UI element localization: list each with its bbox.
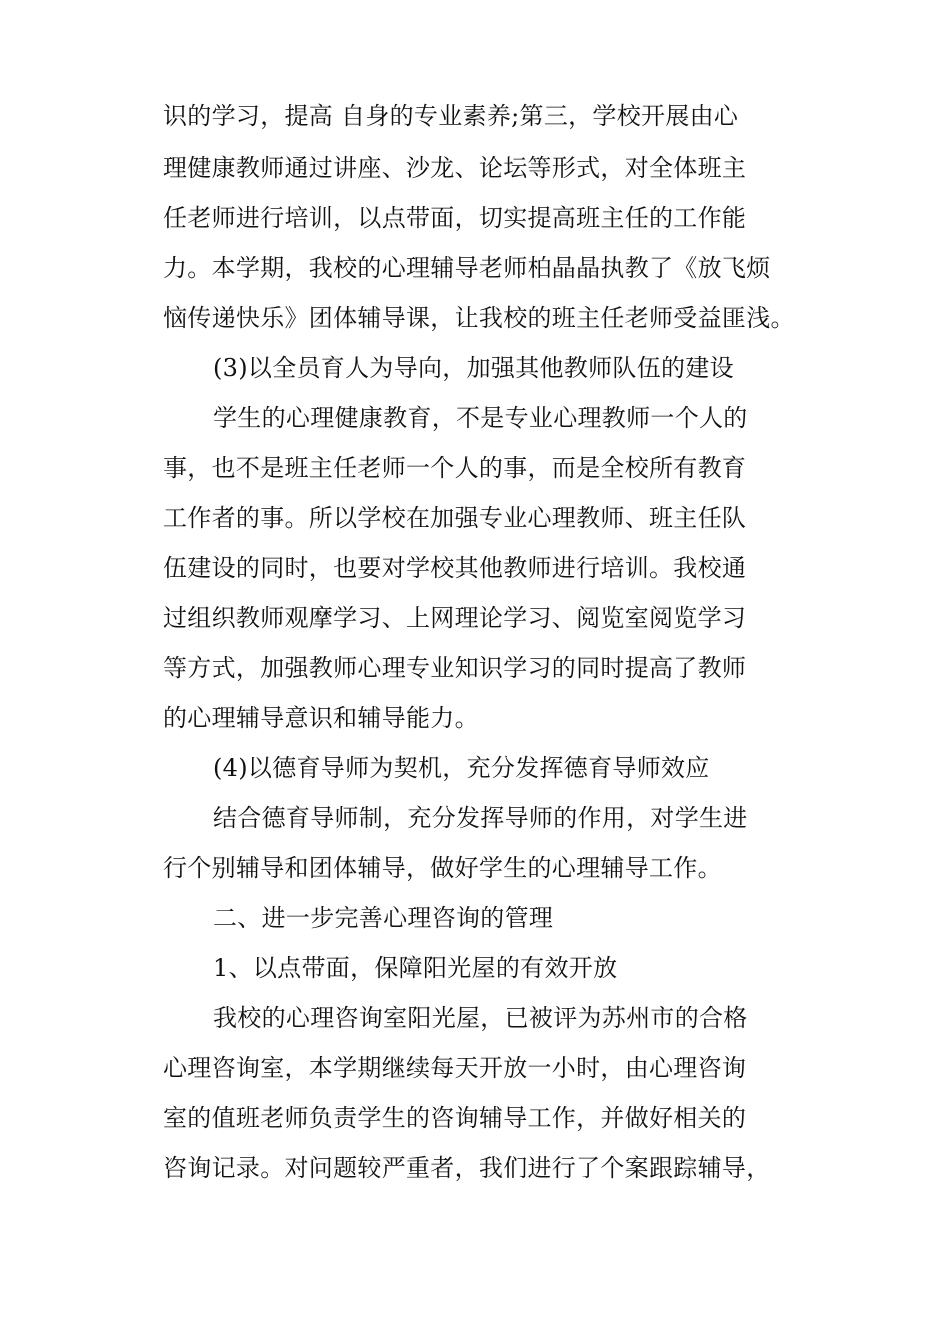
text-line: 理健康教师通过讲座、沙龙、论坛等形式，对全体班主 (163, 154, 747, 182)
text-line: 等方式，加强教师心理专业知识学习的同时提高了教师 (163, 654, 747, 682)
text-line: 的心理辅导意识和辅导能力。 (163, 704, 479, 732)
text-line: 工作者的事。所以学校在加强专业心理教师、班主任队 (163, 504, 747, 532)
subsection-heading-1: 1、以点带面，保障阳光屋的有效开放 (213, 954, 618, 982)
text-line: 结合德育导师制，充分发挥导师的作用，对学生进 (213, 804, 748, 832)
text-line: 恼传递快乐》团体辅导课，让我校的班主任老师受益匪浅。 (163, 304, 795, 332)
text-line: 咨询记录。对问题较严重者，我们进行了个案跟踪辅导， (163, 1154, 771, 1182)
text-line: 任老师进行培训，以点带面，切实提高班主任的工作能 (163, 204, 747, 232)
text-line: 过组织教师观摩学习、上网理论学习、阅览室阅览学习 (163, 604, 747, 632)
section-heading-2: 二、进一步完善心理咨询的管理 (213, 904, 554, 932)
text-line: 行个别辅导和团体辅导，做好学生的心理辅导工作。 (163, 854, 722, 882)
text-line: 室的值班老师负责学生的咨询辅导工作，并做好相关的 (163, 1104, 747, 1132)
text-line: 学生的心理健康教育，不是专业心理教师一个人的 (213, 404, 748, 432)
text-line: 事，也不是班主任老师一个人的事，而是全校所有教育 (163, 454, 747, 482)
text-line: 我校的心理咨询室阳光屋，已被评为苏州市的合格 (213, 1004, 748, 1032)
text-line: 力。本学期，我校的心理辅导老师柏晶晶执教了《放飞烦 (163, 254, 771, 282)
text-line: 心理咨询室，本学期继续每天开放一小时，由心理咨询 (163, 1054, 747, 1082)
text-line: 伍建设的同时，也要对学校其他教师进行培训。我校通 (163, 554, 747, 582)
section-heading-4: (4)以德育导师为契机，充分发挥德育导师效应 (213, 754, 710, 782)
text-line: 识的学习，提高 自身的专业素养;第三，学校开展由心 (163, 102, 739, 130)
section-heading-3: (3)以全员育人为导向，加强其他教师队伍的建设 (213, 354, 734, 382)
